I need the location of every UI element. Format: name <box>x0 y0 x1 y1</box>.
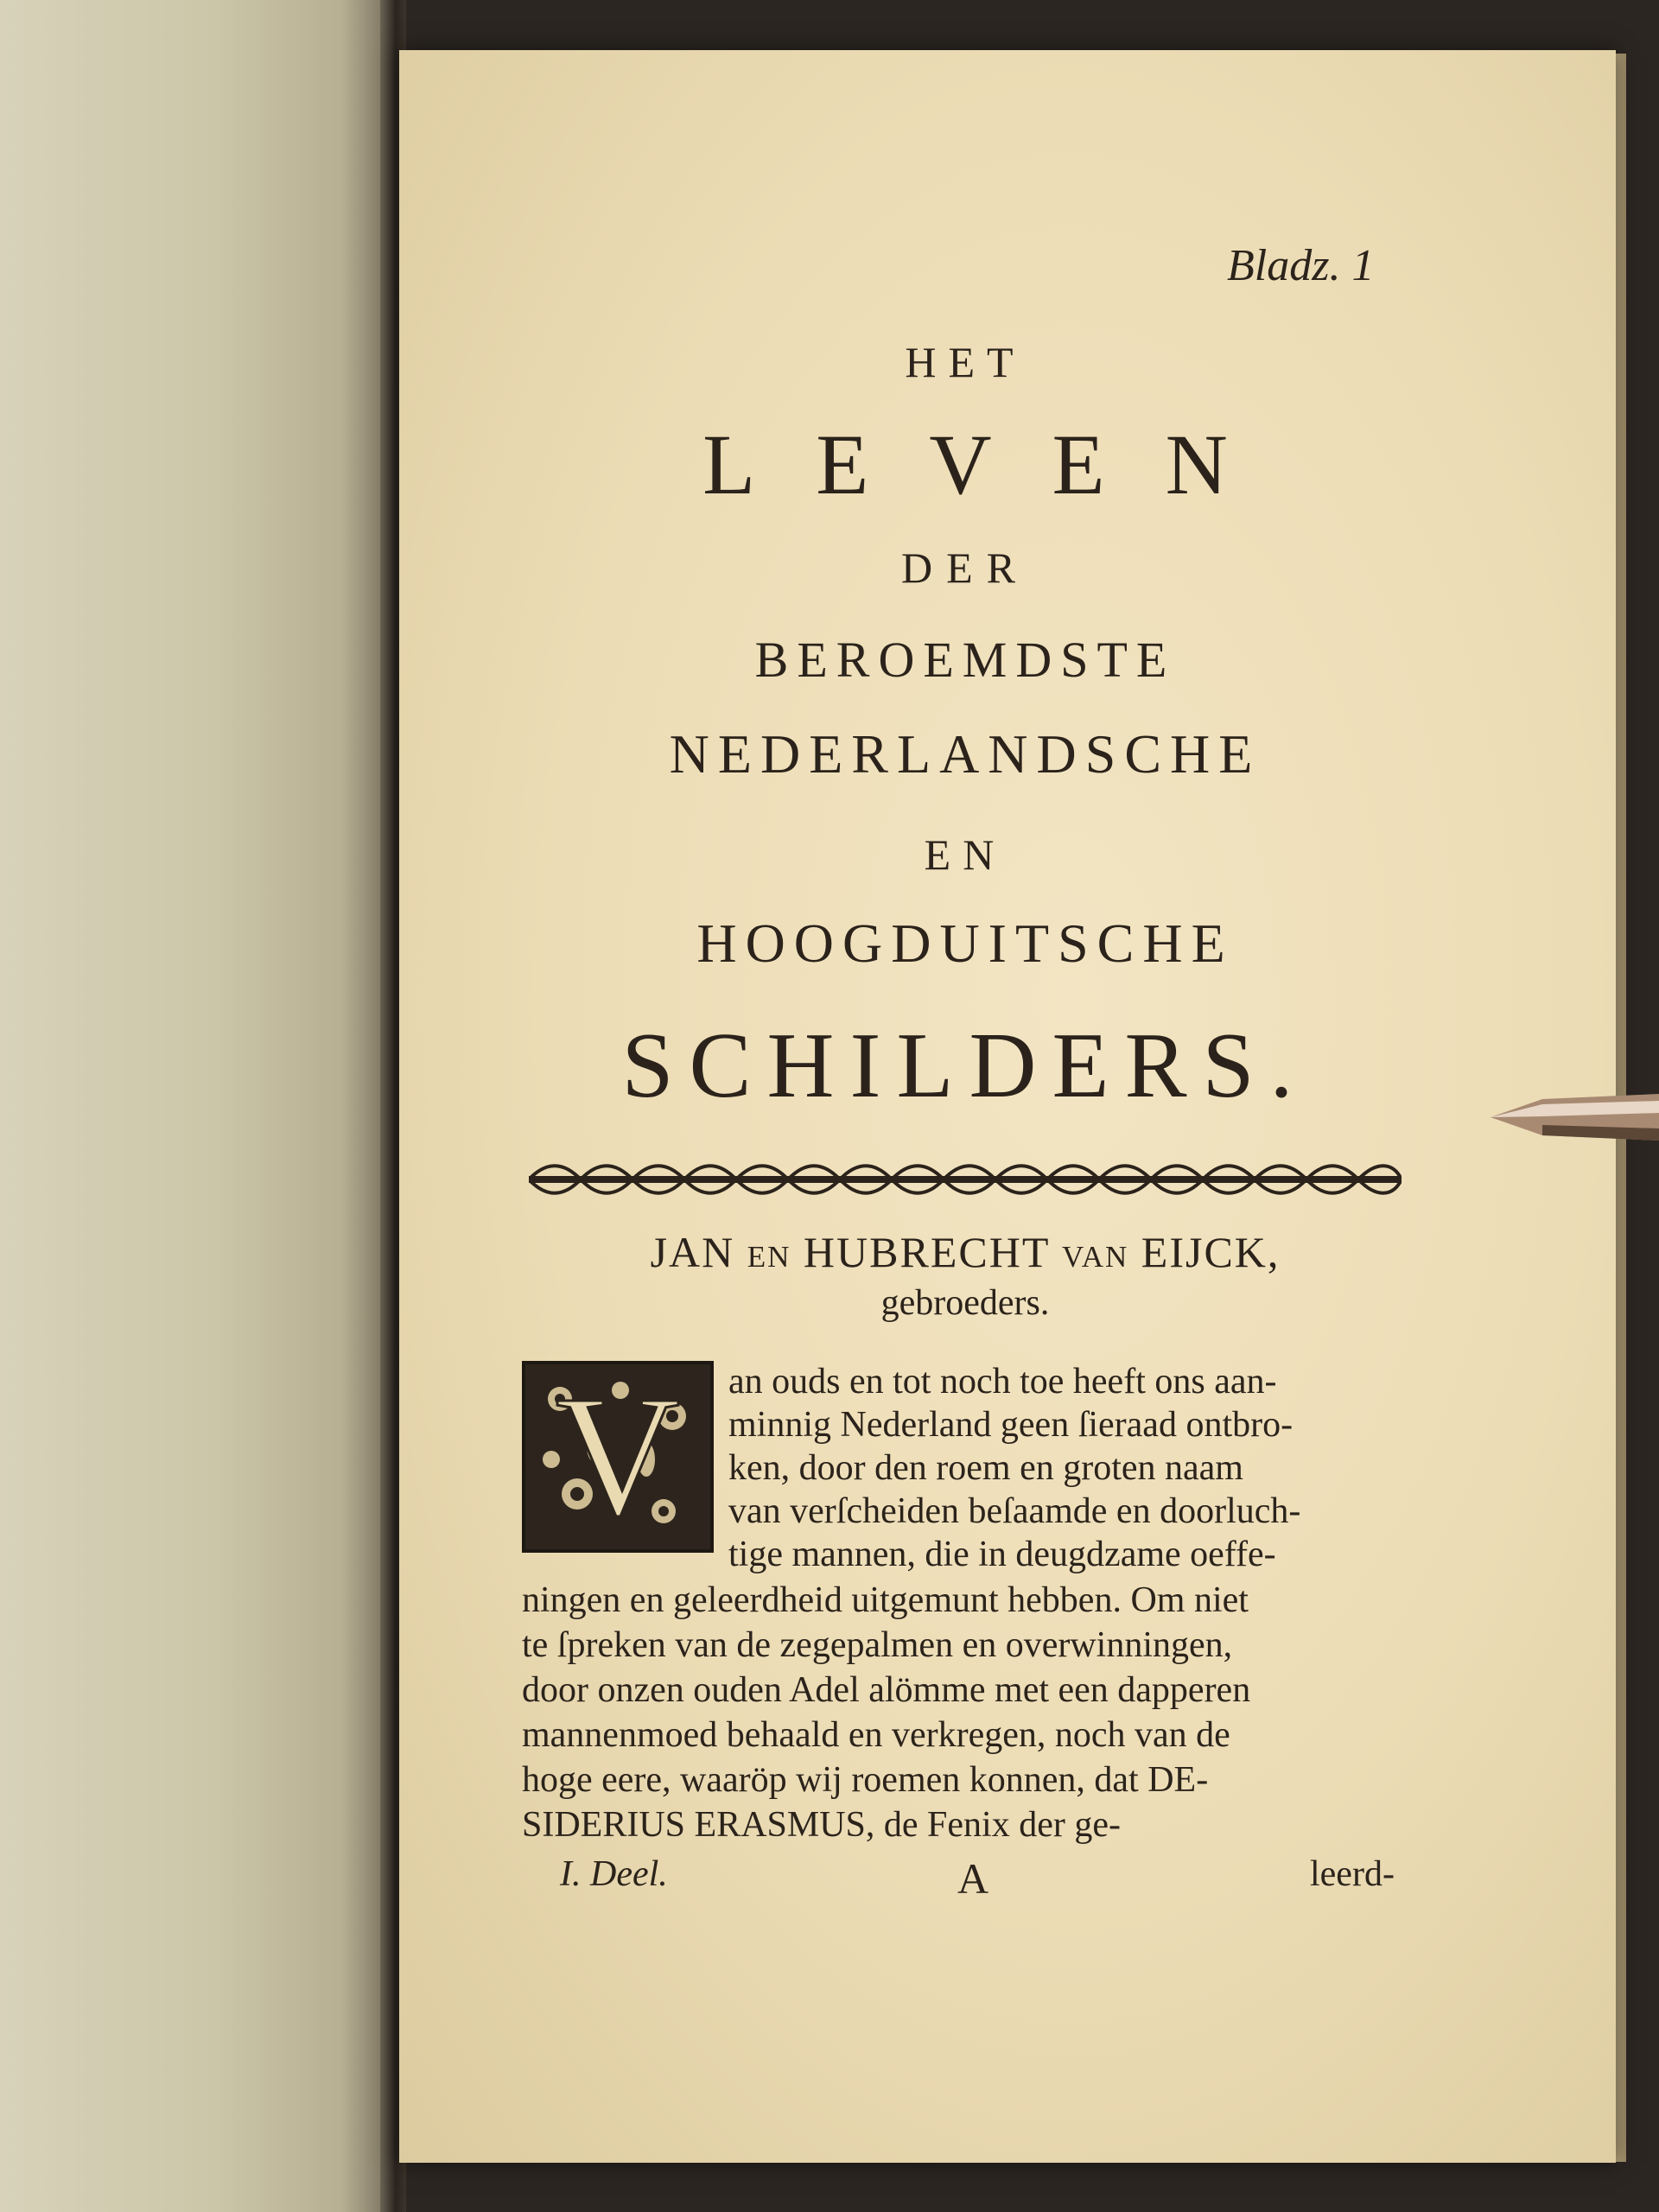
title-line-der: DER <box>901 543 1029 592</box>
body-line: an ouds en tot noch toe heeft ons aan- <box>728 1362 1277 1402</box>
drop-cap-letter: V <box>555 1361 681 1552</box>
title-line-nederlandsche: NEDERLANDSCHE <box>669 723 1262 785</box>
title-line-hoogduitsche: HOOGDUITSCHE <box>696 912 1234 974</box>
page-number: Bladz. 1 <box>1227 241 1375 290</box>
decorated-initial <box>522 1361 714 1553</box>
title-line-leven: LEVEN <box>702 416 1288 512</box>
catchword: leerd- <box>1310 1854 1395 1894</box>
body-line: mannenmoed behaald en verkregen, noch van de <box>522 1715 1230 1755</box>
pen-pointer-icon <box>1491 1090 1659 1144</box>
body-line: ningen en geleerdheid uitgemunt hebben. Om niet <box>522 1580 1249 1620</box>
section-subheading: gebroeders. <box>880 1283 1050 1323</box>
title-line-beroemdste: BEROEMDSTE <box>754 632 1176 688</box>
body-line: tige mannen, die in deugdzame oeffe- <box>728 1535 1276 1574</box>
volume-label: I. Deel. <box>560 1854 668 1894</box>
ornamental-rule <box>529 1161 1402 1198</box>
body-line: hoge eere, waaröp wij roemen konnen, dat DE- <box>522 1760 1209 1800</box>
body-line: minnig Nederland geen ſieraad ontbro- <box>728 1405 1294 1445</box>
signature-mark: A <box>957 1854 989 1903</box>
title-line-schilders: SCHILDERS. <box>621 1014 1309 1117</box>
left-page <box>0 0 389 2212</box>
body-line: te ſpreken van de zegepalmen en overwinningen, <box>522 1625 1233 1665</box>
body-line: SIDERIUS ERASMUS, de Fenix der ge- <box>522 1805 1121 1845</box>
title-line-en: EN <box>924 830 1007 879</box>
body-line: ken, door den roem en groten naam <box>728 1448 1243 1488</box>
title-line-het: HET <box>905 338 1026 386</box>
body-line: van verſcheiden beſaamde en doorluch- <box>728 1491 1301 1531</box>
section-heading: JAN en HUBRECHT van EIJCK, <box>650 1228 1281 1276</box>
body-line: door onzen ouden Adel alömme met een dapperen <box>522 1670 1251 1710</box>
